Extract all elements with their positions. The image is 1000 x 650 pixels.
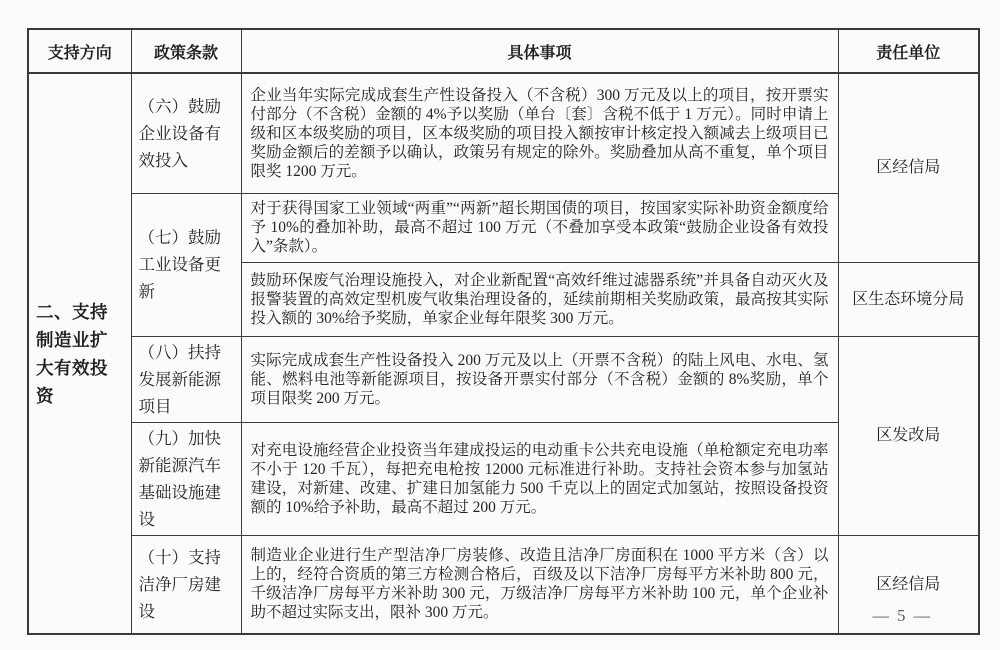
detail-cell-10: 制造业企业进行生产型洁净厂房装修、改造且洁净厂房面积在 1000 平方米（含）以上的，经符合资质的第三方检测合格后，百级及以下洁净厂房每平方米补助 800 元，千级洁净厂房每平方米补助 300 元，万级洁净厂房每平方米补助 100 元，单个企业补助不超过实际支出，限补 300 万元。 [241, 535, 838, 634]
clause-cell-10: （十）支持洁净厂房建设 [131, 535, 241, 634]
policy-row-6 [28, 73, 979, 193]
policy-row-8 [28, 336, 979, 422]
header-clause: 政策条款 [131, 29, 241, 73]
header-direction: 支持方向 [28, 29, 131, 73]
unit-cell-ecology: 区生态环境分局 [838, 262, 979, 336]
header-row [28, 29, 979, 73]
header-unit: 责任单位 [838, 29, 979, 73]
unit-cell-economy-1: 区经信局 [838, 73, 979, 262]
clause-cell-6: （六）鼓励企业设备有效投入 [131, 73, 241, 193]
detail-cell-9: 对充电设施经营企业投资当年建成投运的电动重卡公共充电设施（单枪额定充电功率不小于 120 千瓦），每把充电枪按 12000 元标准进行补助。支持社会资本参与加氢站建设，对新建、改建、扩建日加氢能力 500 千克以上的固定式加氢站，按照设备投资额的 10%给予补助，最高不超过 200 万元。 [241, 422, 838, 535]
policy-row-10 [28, 535, 979, 634]
detail-cell-6: 企业当年实际完成成套生产性设备投入（不含税）300 万元及以上的项目，按开票实付部分（不含税）金额的 4%予以奖励（单台〔套〕含税不低于 1 万元）。同时申请上级和区本级奖励的项目，区本级奖励的项目投入额按审计核定投入额减去上级项目已奖励金额后的差额予以确认，政策另有规定的除外。奖励叠加从高不重复，单个项目限奖 1200 万元。 [241, 73, 838, 193]
detail-cell-8: 实际完成成套生产性设备投入 200 万元及以上（开票不含税）的陆上风电、水电、氢能、燃料电池等新能源项目，按设备开票实付部分（不含税）金额的 8%奖励，单个项目限奖 200 万元。 [241, 336, 838, 422]
policy-row-9 [28, 422, 979, 535]
unit-cell-economy-2: 区经信局 [838, 535, 979, 634]
direction-cell: 二、支持制造业扩大有效投资 [28, 73, 131, 634]
policy-row-7a [28, 193, 979, 262]
clause-cell-9: （九）加快新能源汽车基础设施建设 [131, 422, 241, 535]
clause-cell-8: （八）扶持发展新能源项目 [131, 336, 241, 422]
unit-cell-development: 区发改局 [838, 336, 979, 535]
page-number: — 5 — [872, 606, 932, 625]
detail-cell-7a: 对于获得国家工业领域“两重”“两新”超长期国债的项目，按国家实际补助资金额度给予 10%的叠加补助，最高不超过 100 万元（不叠加享受本政策“鼓励企业设备有效投入”条款）。 [241, 193, 838, 262]
detail-cell-7b: 鼓励环保废气治理设施投入，对企业新配置“高效纤维过滤器系统”并具备自动灭火及报警装置的高效定型机废气收集治理设备的，延续前期相关奖励政策，最高按其实际投入额的 30%给予奖励，单家企业每年限奖 300 万元。 [241, 262, 838, 336]
header-detail: 具体事项 [241, 29, 838, 73]
clause-cell-7: （七）鼓励工业设备更新 [131, 193, 241, 336]
policy-table [27, 28, 980, 635]
